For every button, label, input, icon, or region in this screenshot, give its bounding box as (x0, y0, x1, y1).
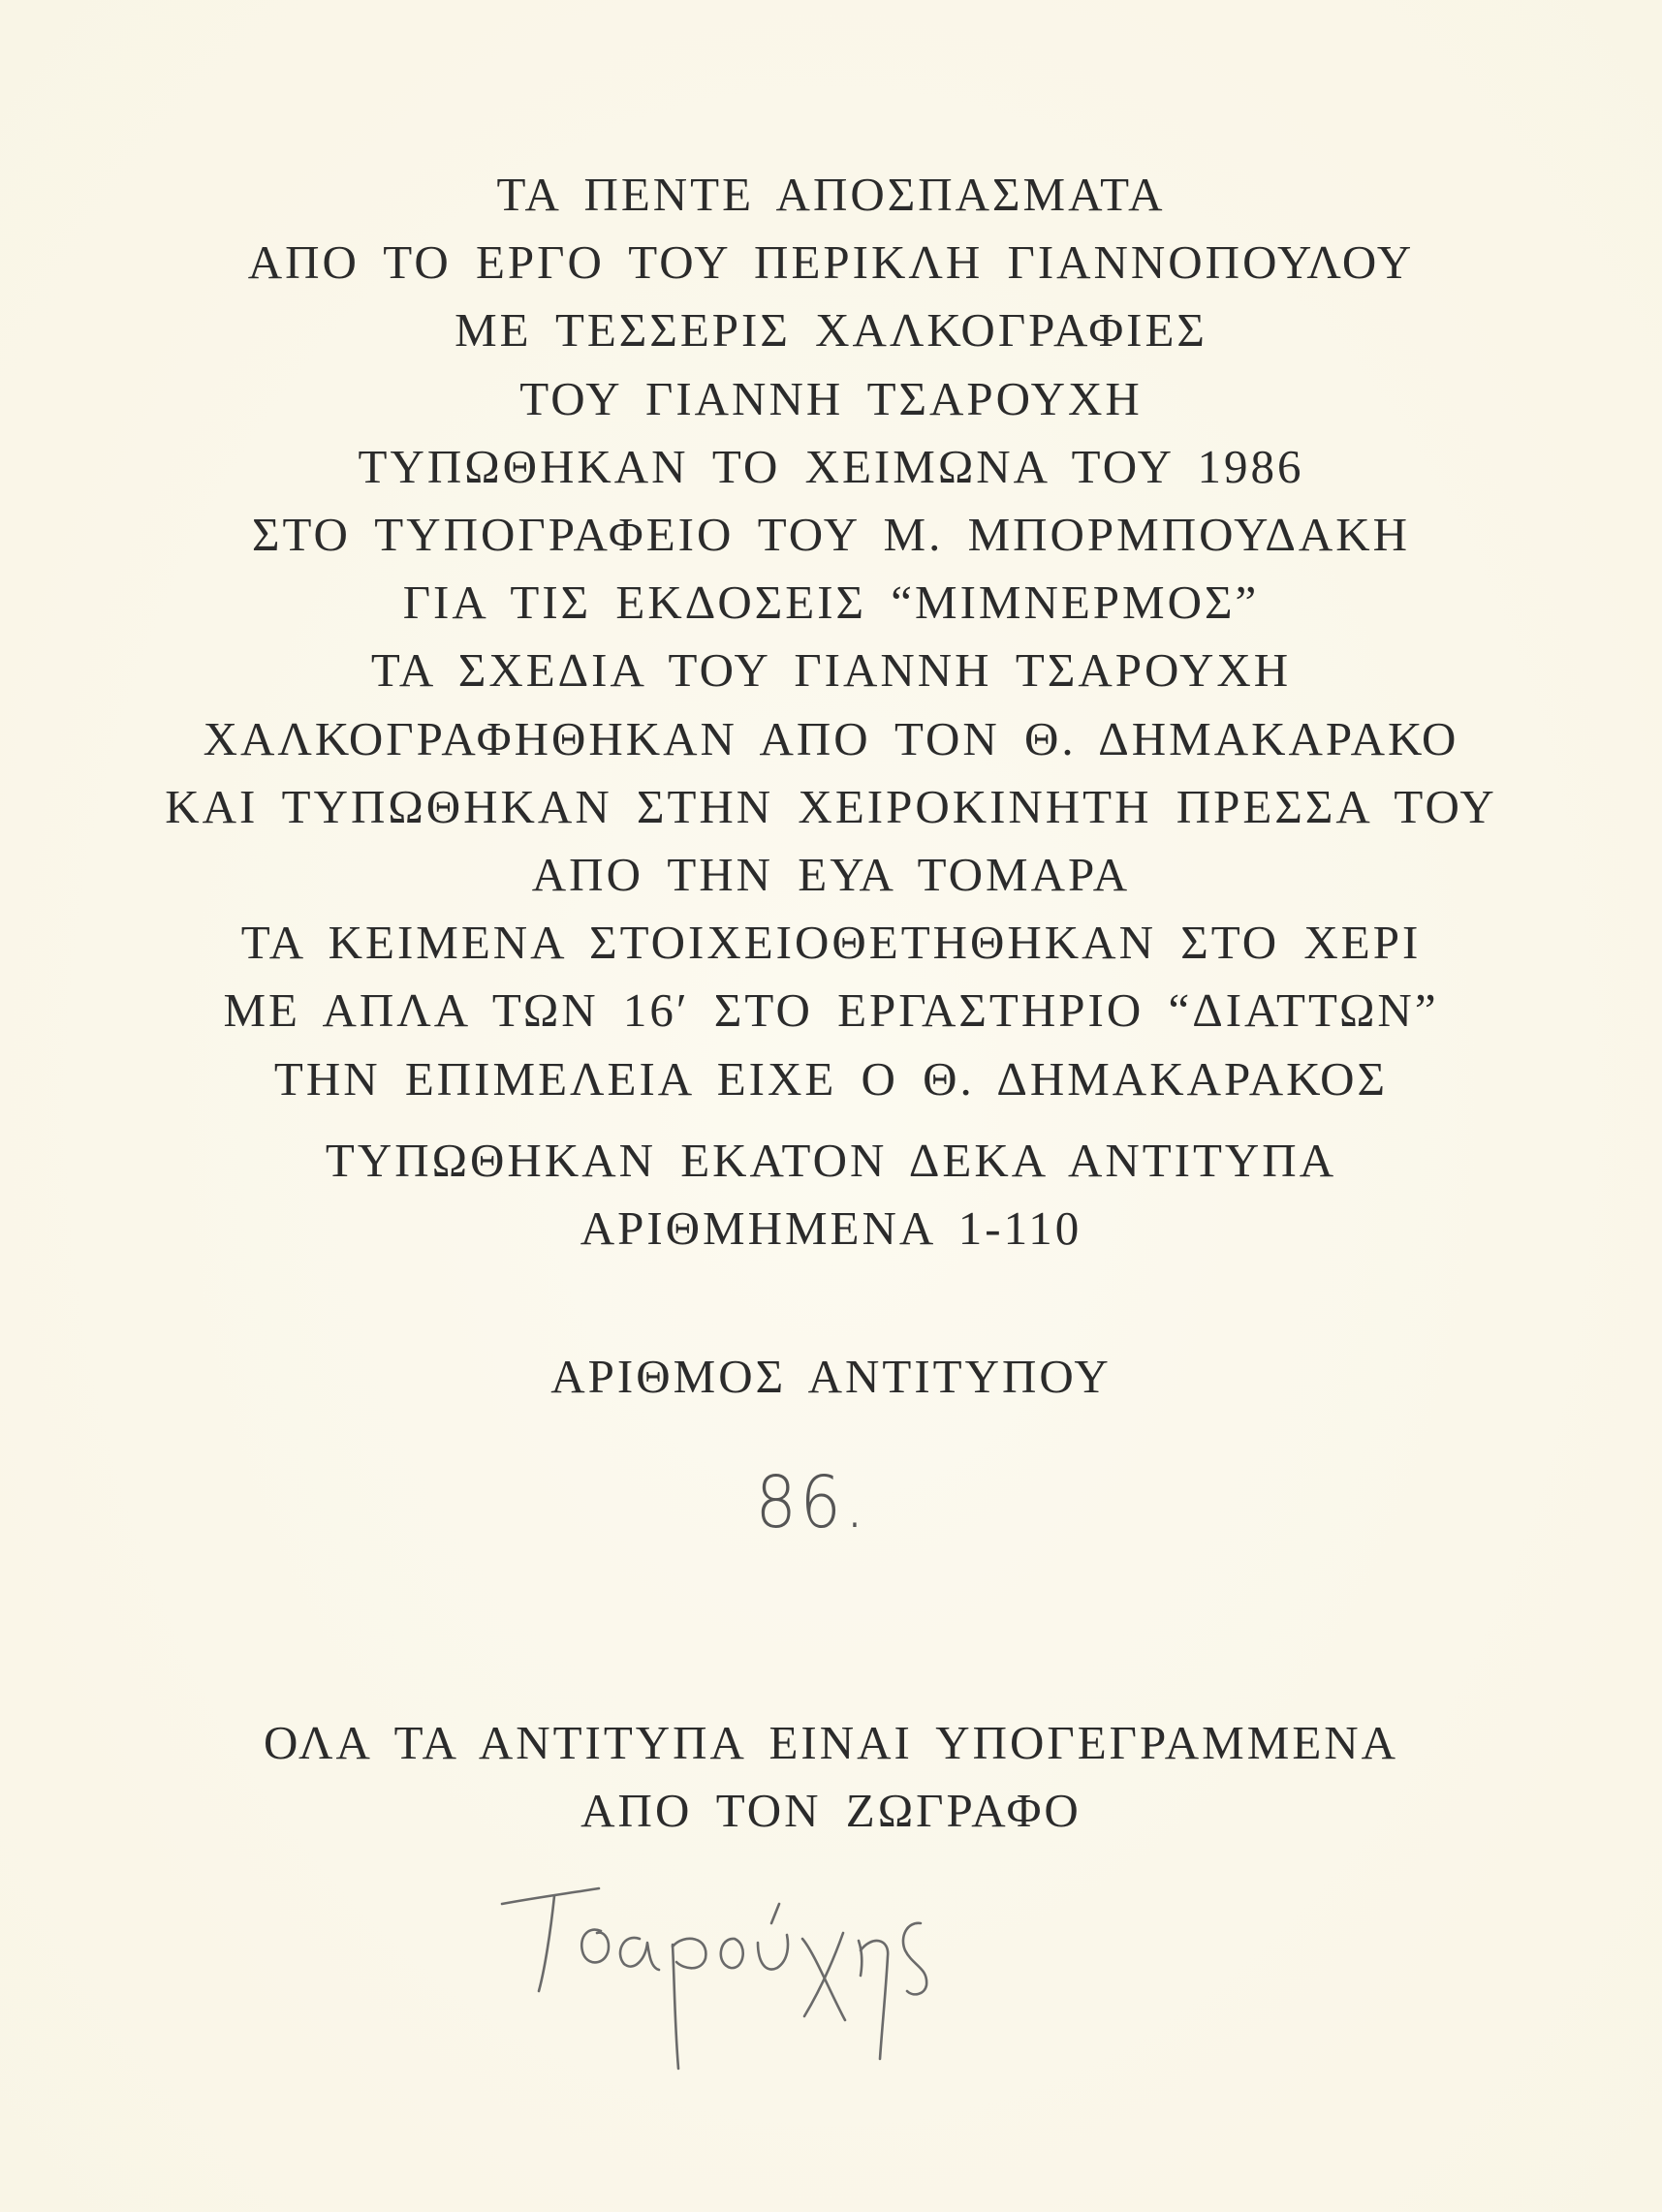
colophon-text (0, 161, 1662, 1113)
colophon-line: ΣΤΟ ΤΥΠΟΓΡΑΦΕΙΟ ΤΟΥ Μ. ΜΠΟΡΜΠΟΥΔΑΚΗ (251, 508, 1411, 562)
colophon-line: ΚΑΙ ΤΥΠΩΘΗΚΑΝ ΣΤΗΝ ΧΕΙΡΟΚΙΝΗΤΗ ΠΡΕΣΣΑ ΤΟΥ (165, 779, 1497, 833)
colophon-line: ΑΠΟ ΤΟ ΕΡΓΟ ΤΟΥ ΠΕΡΙΚΛΗ ΓΙΑΝΝΟΠΟΥΛΟΥ (247, 235, 1415, 290)
colophon-line: ΤΑ ΣΧΕΔΙΑ ΤΟΥ ΓΙΑΝΝΗ ΤΣΑΡΟΥΧΗ (370, 643, 1292, 698)
edition-line: ΤΥΠΩΘΗΚΑΝ ΕΚΑΤΟΝ ΔΕΚΑ ΑΝΤΙΤΥΠΑ (325, 1134, 1337, 1187)
colophon-line: ΓΙΑ ΤΙΣ ΕΚΔΟΣΕΙΣ “ΜΙΜΝΕΡΜΟΣ” (402, 576, 1260, 630)
colophon-line: ΤΑ ΚΕΙΜΕΝΑ ΣΤΟΙΧΕΙΟΘΕΤΗΘΗΚΑΝ ΣΤΟ ΧΕΡΙ (240, 916, 1422, 970)
colophon-line: ΑΠΟ ΤΗΝ ΕΥΑ ΤΟΜΑΡΑ (531, 848, 1131, 902)
painter-signature (494, 1875, 998, 2098)
colophon-line: ΤΑ ΠΕΝΤΕ ΑΠΟΣΠΑΣΜΑΤΑ (496, 168, 1166, 221)
copy-number-label (0, 1343, 1662, 1411)
edition-statement (0, 1127, 1662, 1262)
signed-note-line: ΑΠΟ ΤΟΝ ΖΩΓΡΑΦΟ (580, 1784, 1082, 1838)
edition-line: ΑΡΙΘΜΗΜΕΝΑ 1-110 (580, 1201, 1082, 1256)
colophon-line: ΤΗΝ ΕΠΙΜΕΛΕΙΑ ΕΙΧΕ Ο Θ. ΔΗΜΑΚΑΡΑΚΟΣ (273, 1051, 1389, 1106)
handwritten-copy-number (0, 1461, 1662, 1544)
colophon-line: ΤΟΥ ΓΙΑΝΝΗ ΤΣΑΡΟΥΧΗ (519, 371, 1143, 425)
colophon-line: ΜΕ ΤΕΣΣΕΡΙΣ ΧΑΛΚΟΓΡΑΦΙΕΣ (455, 303, 1207, 358)
signed-note (0, 1709, 1662, 1845)
signed-note-line: ΟΛΑ ΤΑ ΑΝΤΙΤΥΠΑ ΕΙΝΑΙ ΥΠΟΓΕΓΡΑΜΜΕΝΑ (263, 1716, 1399, 1769)
colophon-line: ΜΕ ΑΠΛΑ ΤΩΝ 16′ ΣΤΟ ΕΡΓΑΣΤΗΡΙΟ “ΔΙΑΤΤΩΝ” (223, 983, 1439, 1038)
colophon-line: ΤΥΠΩΘΗΚΑΝ ΤΟ ΧΕΙΜΩΝΑ ΤΟΥ 1986 (358, 439, 1304, 493)
colophon-line: ΧΑΛΚΟΓΡΑΦΗΘΗΚΑΝ ΑΠΟ ΤΟΝ Θ. ΔΗΜΑΚΑΡΑΚΟ (203, 711, 1459, 765)
copy-label-text: ΑΡΙΘΜΟΣ ΑΝΤΙΤΥΠΟΥ (550, 1350, 1112, 1403)
copy-number: 86. (755, 1461, 868, 1544)
